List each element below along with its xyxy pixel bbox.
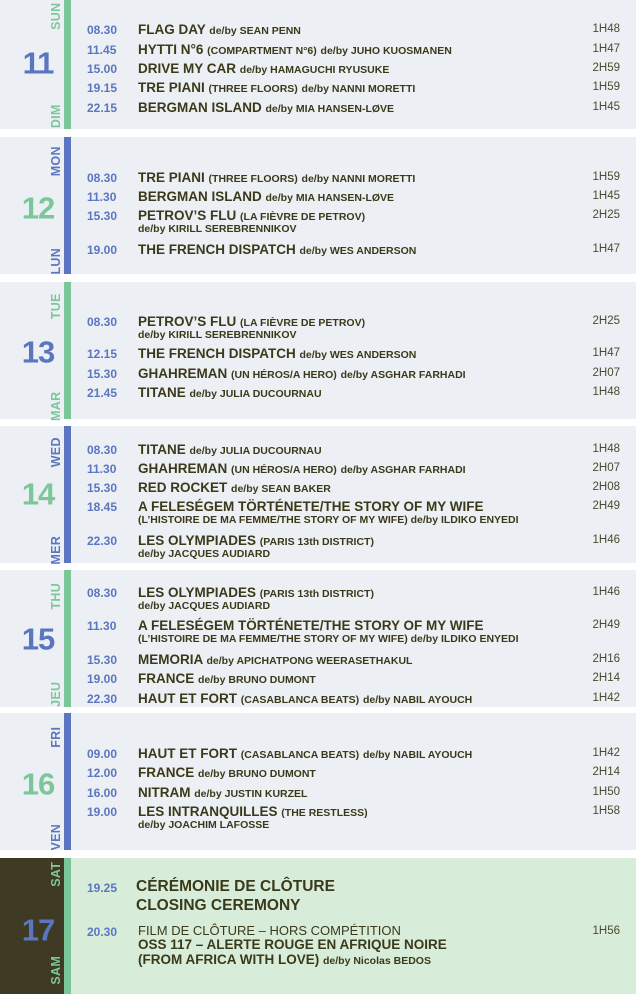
screening-title [138,481,331,495]
screening-title [138,500,484,514]
day-number: 16 [21,766,55,802]
film-title: LES OLYMPIADES [138,533,257,548]
weekday-en: MON [48,146,63,177]
screening-duration: 2H07 [592,462,620,474]
screening-title [138,692,472,706]
day-number: 14 [21,476,55,512]
screening-time: 11.30 [87,190,117,204]
film-original-title: (PARIS 13th DISTRICT) [259,536,374,548]
weekday-fr: JEU [48,681,63,707]
screening-time: 16.00 [87,786,118,800]
day-accent-bar [64,426,71,563]
film-director: de/by JUSTIN KURZEL [194,788,308,800]
film-original-title: (LA FIÈVRE DE PETROV) [240,317,366,329]
film-original-title: (COMPARTMENT N°6) [207,45,317,57]
film-time: 20.30 [87,925,118,939]
screening-title [138,672,316,686]
film-title: PETROV’S FLU [138,208,237,223]
film-credit-line: de/by JOACHIM LAFOSSE [138,819,270,831]
screening-duration: 2H16 [592,653,620,665]
screening-time: 08.30 [87,23,118,37]
screening-title [138,653,412,667]
day-block [0,570,636,707]
screening-title [138,315,365,329]
screening-duration: 2H14 [592,766,620,778]
screening-duration: 2H49 [592,500,620,512]
film-credit-line: (L’HISTOIRE DE MA FEMME/THE STORY OF MY WIFE) de/by ILDIKO ENYEDI [138,633,519,645]
weekday-fr: DIM [48,104,63,129]
day-number: 13 [21,334,55,370]
screening-time: 08.30 [87,443,118,457]
film-original-title: (UN HÉROS/A HERO) [231,369,337,381]
film-director: de/by SEAN PENN [209,25,301,37]
weekday-en: THU [48,582,63,610]
screening-title [138,171,415,185]
screening-title [138,586,374,600]
screening-time: 21.45 [87,386,118,400]
screening-duration: 1H47 [592,347,620,359]
film-original-title: (CASABLANCA BEATS) [240,694,360,706]
screening-title [138,747,472,761]
screening-duration: 1H42 [592,747,620,759]
day-accent-bar [64,713,71,850]
film-director: de/by NABIL AYOUCH [362,694,473,706]
film-original-title: (PARIS 13th DISTRICT) [259,588,374,600]
weekday-en: SAT [48,861,63,887]
day-block [0,137,636,274]
screening-time: 22.30 [87,534,118,548]
film-original-title: (THE RESTLESS) [281,807,368,819]
screening-duration: 2H07 [592,367,620,379]
film-director: de/by JULIA DUCOURNAU [189,388,322,400]
screening-title [138,386,322,400]
screening-time: 12.15 [87,347,118,361]
film-director: de/by HAMAGUCHI RYUSUKE [239,64,390,76]
screening-duration: 2H25 [592,315,620,327]
film-title: GHAHREMAN [138,366,228,381]
film-title: THE FRENCH DISPATCH [138,346,296,361]
film-director: de/by ASGHAR FARHADI [340,369,466,381]
screening-title [138,209,365,223]
film-credit-line: de/by KIRILL SEREBRENNIKOV [138,223,297,235]
day-block [0,0,636,129]
screening-time: 18.45 [87,500,118,514]
screening-title [138,619,484,633]
screening-time: 19.00 [87,672,118,686]
film-label: FILM DE CLÔTURE – HORS COMPÉTITION [138,923,401,938]
screening-title [138,101,394,115]
screening-title [138,766,316,780]
day-accent-bar [64,282,71,419]
screening-title [138,243,416,257]
day-accent-bar [64,570,71,707]
screening-title [138,443,322,457]
screening-duration: 1H48 [592,386,620,398]
film-title: FLAG DAY [138,22,206,37]
film-director: de/by WES ANDERSON [299,349,417,361]
film-title: RED ROCKET [138,480,228,495]
film-title: DRIVE MY CAR [138,61,237,76]
film-original-title: (THREE FLOORS) [208,83,298,95]
weekday-fr: SAM [48,955,63,985]
day-number: 17 [21,912,55,948]
screening-time: 19.00 [87,243,118,257]
film-title: MEMORIA [138,652,203,667]
screening-duration: 1H58 [592,805,620,817]
screening-duration: 2H14 [592,672,620,684]
weekday-en: SUN [48,2,63,30]
ceremony-title-fr: CÉRÉMONIE DE CLÔTURE [136,878,335,895]
day-block [0,282,636,419]
screening-duration: 1H47 [592,43,620,55]
film-title: HAUT ET FORT [138,746,237,761]
day-accent-bar [64,0,71,129]
weekday-fr: MER [48,535,63,565]
film-director: de/by NANNI MORETTI [301,173,416,185]
film-director: de/by BRUNO DUMONT [198,768,316,780]
film-credit-line: de/by JACQUES AUDIARD [138,600,271,612]
screening-time: 11.45 [87,43,117,57]
screening-time: 15.30 [87,367,118,381]
film-title: THE FRENCH DISPATCH [138,242,296,257]
screening-time: 15.30 [87,209,118,223]
weekday-en: TUE [48,293,63,320]
film-credit-line: (L’HISTOIRE DE MA FEMME/THE STORY OF MY WIFE) de/by ILDIKO ENYEDI [138,514,519,526]
screening-time: 15.30 [87,481,118,495]
weekday-en: FRI [48,726,63,748]
weekday-fr: LUN [48,247,63,275]
screening-duration: 1H59 [592,81,620,93]
day-number: 12 [21,190,55,226]
day-block [0,713,636,850]
film-title: LES INTRANQUILLES [138,804,278,819]
film-original-title: (THREE FLOORS) [208,173,298,185]
weekday-fr: VEN [48,823,63,851]
screening-time: 09.00 [87,747,118,761]
film-title: FRANCE [138,765,195,780]
film-title: HAUT ET FORT [138,691,237,706]
film-title: FRANCE [138,671,195,686]
film-director: de/by NABIL AYOUCH [362,749,473,761]
day-block [0,426,636,563]
screening-duration: 1H46 [592,534,620,546]
screening-time: 19.00 [87,805,118,819]
film-director: de/by BRUNO DUMONT [198,674,316,686]
ceremony-time: 19.25 [87,881,118,895]
weekday-en: WED [48,437,63,468]
film-title: OSS 117 – ALERTE ROUGE EN AFRIQUE NOIRE [138,937,447,952]
film-director: de/by JULIA DUCOURNAU [189,445,322,457]
screening-time: 19.15 [87,81,118,95]
film-director: de/by SEAN BAKER [231,483,331,495]
film-director: de/by ASGHAR FARHADI [340,464,466,476]
screening-duration: 1H48 [592,443,620,455]
ceremony-title-en: CLOSING CEREMONY [136,897,301,914]
film-director: de/by MIA HANSEN-LØVE [265,192,395,204]
film-director: de/by WES ANDERSON [299,245,417,257]
film-title: TRE PIANI [138,80,205,95]
film-director: de/by JUHO KUOSMANEN [320,45,452,57]
screening-time: 15.00 [87,62,118,76]
screening-duration: 2H25 [592,209,620,221]
day-number: 11 [22,45,54,81]
film-duration: 1H56 [592,925,620,937]
film-credit-line: de/by KIRILL SEREBRENNIKOV [138,329,297,341]
screening-duration: 2H49 [592,619,620,631]
screening-duration: 1H42 [592,692,620,704]
film-title-subtitle [138,953,431,967]
film-title: LES OLYMPIADES [138,585,257,600]
screening-time: 12.00 [87,766,118,780]
film-title: TITANE [138,385,186,400]
screening-title [138,786,307,800]
film-title: TRE PIANI [138,170,205,185]
screening-time: 11.30 [87,619,117,633]
screening-title [138,62,389,76]
screening-duration: 2H08 [592,481,620,493]
film-original-title: (UN HÉROS/A HERO) [231,464,337,476]
screening-title [138,43,452,57]
screening-time: 11.30 [87,462,117,476]
day-accent-bar [64,137,71,274]
screening-duration: 1H48 [592,23,620,35]
screening-title [138,534,374,548]
film-title: PETROV’S FLU [138,314,237,329]
screening-duration: 1H47 [592,243,620,255]
screening-duration: 1H45 [592,190,620,202]
day-number: 15 [21,621,55,657]
film-title: BERGMAN ISLAND [138,100,262,115]
film-title: GHAHREMAN [138,461,228,476]
screening-time: 22.15 [87,101,118,115]
screening-time: 22.30 [87,692,118,706]
screening-time: 08.30 [87,171,118,185]
film-title: TITANE [138,442,186,457]
screening-duration: 2H59 [592,62,620,74]
screening-time: 15.30 [87,653,118,667]
weekday-fr: MAR [48,391,63,421]
screening-title [138,367,466,381]
film-title-en: (FROM AFRICA WITH LOVE) [138,952,320,967]
film-director: de/by APICHATPONG WEERASETHAKUL [206,655,413,667]
screening-title [138,81,415,95]
closing-day-block [0,858,636,994]
screening-duration: 1H45 [592,101,620,113]
screening-time: 08.30 [87,315,118,329]
film-director: de/by MIA HANSEN-LØVE [265,103,395,115]
film-title: HYTTI N°6 [138,42,204,57]
film-title: BERGMAN ISLAND [138,189,262,204]
day-accent-bar [64,858,71,994]
film-title: A FELESÉGEM TÖRTÉNETE/THE STORY OF MY WIFE [138,499,484,514]
film-original-title: (CASABLANCA BEATS) [240,749,360,761]
screening-title [138,190,394,204]
film-title: A FELESÉGEM TÖRTÉNETE/THE STORY OF MY WIFE [138,618,484,633]
screening-duration: 1H59 [592,171,620,183]
film-credit-line: de/by JACQUES AUDIARD [138,548,271,560]
screening-duration: 1H46 [592,586,620,598]
film-title: NITRAM [138,785,191,800]
screening-title [138,805,368,819]
screening-title [138,462,466,476]
screening-time: 08.30 [87,586,118,600]
film-director: de/by NANNI MORETTI [301,83,416,95]
screening-title [138,23,301,37]
film-director: de/by Nicolas BEDOS [323,955,431,967]
screening-duration: 1H50 [592,786,620,798]
screening-title [138,347,416,361]
film-original-title: (LA FIÈVRE DE PETROV) [240,211,366,223]
